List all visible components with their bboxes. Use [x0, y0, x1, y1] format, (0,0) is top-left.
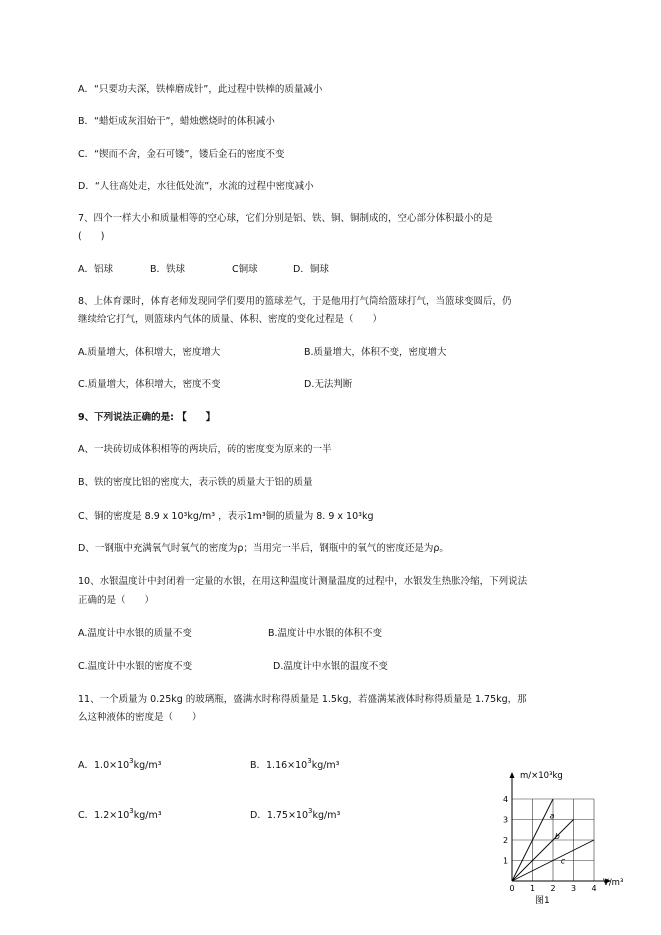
y-tick-label: 2 [503, 836, 509, 845]
q8-option-d: D.无法判断 [304, 379, 353, 390]
x-tick-label: 1 [530, 884, 536, 893]
q7-option-c: C铜球 [232, 264, 258, 275]
q10-stem-line1: 10、水银温度计中封闭着一定量的水银，在用这种温度计测量温度的过程中，水银发生热胀冷缩，下列说法 [78, 576, 528, 587]
figure-caption: 图1 [535, 896, 550, 906]
q6-option-a: A．“只要功夫深，铁棒磨成针”，此过程中铁棒的质量减小 [78, 84, 323, 95]
y-tick-label: 4 [503, 795, 509, 804]
q11-option-a-unit: kg/m³ [133, 760, 162, 771]
axes [510, 772, 612, 884]
q6-option-b: B．“蜡炬成灰泪始干”，蜡烛燃烧时的体积减小 [78, 116, 275, 127]
y-tick-label: 3 [503, 815, 509, 825]
q11-option-d-exponent: 3 [308, 807, 313, 815]
q11-option-b-text: B．1.16×10 [250, 760, 308, 771]
q11-stem-line1: 11、一个质量为 0.25kg 的玻璃瓶，盛满水时称得质量是 1.5kg，若盛满某液体时称得质量是 1.75kg，那 [78, 694, 527, 705]
q11-option-a-text: A．1.0×10 [78, 760, 130, 771]
q11-option-c [78, 805, 162, 822]
q9-option-b: B、铁的密度比铝的密度大，表示铁的质量大于铝的质量 [78, 477, 313, 488]
q10-option-d: D.温度计中水银的温度不变 [273, 661, 388, 672]
q11-stem-line2: 么这种液体的密度是（ ） [78, 712, 202, 723]
q9-option-c: C、铜的密度是 8.9 x 10³kg/m³ ，表示1m³铜的质量为 8. 9 x 10³kg [78, 511, 374, 522]
y-axis-label: m/×10³kg [520, 771, 563, 781]
q9-option-d: D、一钢瓶中充满氧气时氧气的密度为ρ；当用完一半后，钢瓶中的氧气的密度还是为ρ。 [78, 543, 449, 554]
series-line-b [512, 820, 574, 882]
q11-option-b-unit: kg/m³ [311, 760, 340, 771]
y-axis-arrow [510, 772, 515, 778]
q6-option-c: C．“锲而不舍，金石可镂”，镂后金石的密度不变 [78, 149, 285, 160]
series-label-a: a [549, 811, 555, 821]
density-graph [490, 768, 630, 910]
x-tick-label: 3 [571, 884, 577, 893]
x-axis-label: V/m³ [603, 878, 624, 888]
q7-paren: ( ) [78, 231, 105, 242]
x-tick-label: 0 [509, 884, 515, 893]
q7-option-a: A．铝球 [78, 264, 113, 275]
q11-option-a-exponent: 3 [129, 757, 134, 765]
q6-option-d: D．“人往高处走，水往低处流”，水流的过程中密度减小 [78, 181, 314, 192]
y-tick-label: 1 [503, 856, 509, 866]
x-tick-label: 2 [550, 884, 556, 893]
series-label-b: b [554, 831, 560, 841]
q9-option-a: A、一块砖切成体积相等的两块后，砖的密度变为原来的一半 [78, 444, 332, 455]
q11-option-c-unit: kg/m³ [133, 810, 162, 821]
q8-option-c: C.质量增大，体积增大，密度不变 [78, 379, 221, 390]
q7-option-d: D．铜球 [293, 264, 329, 275]
q11-option-b [250, 755, 339, 772]
q11-option-c-text: C．1.2×10 [78, 810, 130, 821]
q10-stem-line2: 正确的是（ ） [78, 595, 155, 606]
q7-stem: 7、四个一样大小和质量相等的空心球，它们分别是铝、铁、铜、铜制成的，空心部分体积最小的是 [78, 213, 493, 224]
q11-option-c-exponent: 3 [129, 807, 134, 815]
q9-stem: 9、下列说法正确的是: 【 】 [78, 412, 216, 423]
q8-option-a: A.质量增大，体积增大，密度增大 [78, 347, 221, 358]
q7-option-b: B．铁球 [150, 264, 186, 275]
q11-option-d [250, 805, 340, 822]
q11-option-d-text: D．1.75×10 [250, 810, 309, 821]
q10-option-b: B.温度计中水银的体积不变 [268, 628, 383, 639]
x-tick-label: 4 [591, 884, 597, 893]
q10-option-a: A.温度计中水银的质量不变 [78, 628, 192, 639]
series-label-c: c [560, 856, 566, 866]
q8-option-b: B.质量增大，体积不变，密度增大 [304, 347, 447, 358]
q11-option-d-unit: kg/m³ [312, 810, 341, 821]
q11-option-a [78, 755, 161, 772]
q8-stem-line2: 继续给它打气，则篮球内气体的质量、体积、密度的变化过程是（ ） [78, 314, 383, 325]
q8-stem-line1: 8、上体育课时，体育老师发现同学们要用的篮球差气，于是他用打气筒给篮球打气，当篮球变圆后，仍 [78, 296, 512, 307]
q11-option-b-exponent: 3 [307, 757, 312, 765]
q10-option-c: C.温度计中水银的密度不变 [78, 661, 193, 672]
